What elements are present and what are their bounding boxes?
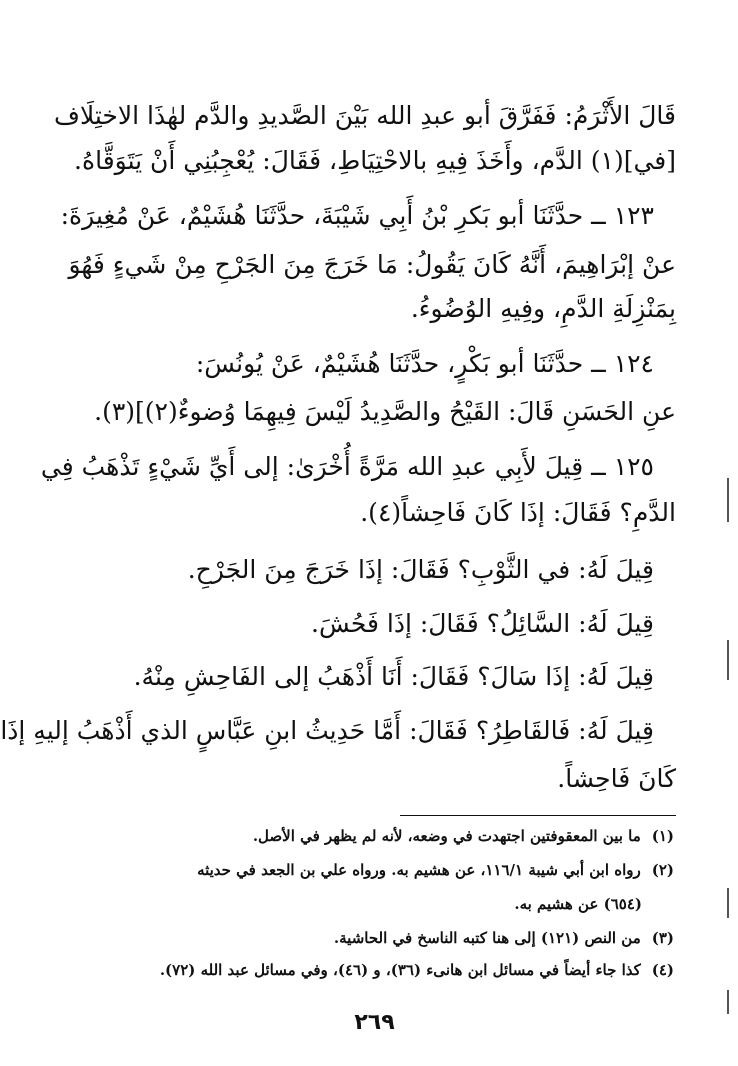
- body-line-2: [في](١) الدَّم، وأَخَذَ فِيهِ بالاحْتِيَاطِ، فَقَالَ: يُعْجِبُنِي أَنْ يَتَوَقَّاهُ.: [74, 146, 676, 175]
- footnote-text: رواه ابن أبي شيبة ١١٦/١، عن هشيم به. ورواه علي بن الجعد في حديثه: [197, 861, 641, 879]
- body-line-14: كَانَ فَاحِشاً.: [557, 764, 676, 793]
- footnote-3: [73, 926, 674, 950]
- footnote-2: [73, 858, 674, 882]
- body-line-4: عنْ إبْرَاهِيمَ، أَنَّهُ كَانَ يَقُولُ: مَا خَرَجَ مِنَ الجَرْحِ مِنْ شَيءٍ فَهُوَ: [68, 250, 676, 279]
- page-number: ٢٦٩: [354, 1010, 395, 1035]
- scan-edge-mark: [727, 888, 729, 918]
- body-line-1: قَالَ الأَثْرَمُ: فَفَرَّقَ أبو عبدِ الله بَيْنَ الصَّديدِ والدَّم لهٰذَا الاختِلَاف: [54, 101, 676, 130]
- footnote-number: (٣): [651, 929, 674, 947]
- footnote-4: [73, 958, 674, 982]
- scan-edge-mark: [727, 640, 729, 680]
- body-line-5: بِمَنْزِلَةِ الدَّمِ، وفِيهِ الوُضُوءُ.: [410, 294, 676, 323]
- scan-edge-mark: [727, 478, 729, 522]
- narration-123-heading: ١٢٣ ــ حدَّثَنَا أبو بَكرِ بْنُ أَبِي شَيْبَةَ، حدَّثَنَا هُشَيْمٌ، عَنْ مُغِيرَةَ:: [60, 201, 654, 230]
- question-line-1: قِيلَ لَهُ: في الثَّوْبِ؟ فَقَالَ: إذَا خَرَجَ مِنَ الجَرْحِ.: [187, 555, 654, 584]
- footnote-1: [73, 824, 674, 848]
- body-line-9: الدَّمِ؟ فَقَالَ: إذَا كَانَ فَاحِشاً(٤).: [360, 498, 676, 527]
- body-line-7: عنِ الحَسَنِ قَالَ: القَيْحُ والصَّدِيدُ لَيْسَ فِيهِمَا وُضوءٌ(٢)](٣).: [94, 397, 676, 426]
- footnote-text: كذا جاء أيضاً في مسائل ابن هانىء (٣٦)، و (٤٦)، وفي مسائل عبد الله (٧٢).: [159, 961, 641, 979]
- footnote-number: (٤): [651, 961, 674, 979]
- footnote-2-continued: [73, 892, 642, 916]
- footnote-text: ما بين المعقوفتين اجتهدت في وضعه، لأنه لم يظهر في الأصل.: [252, 827, 641, 845]
- question-line-3: قِيلَ لَهُ: إذَا سَالَ؟ فَقَالَ: أَنَا أَذْهَبُ إلى الفَاحِشِ مِنْهُ.: [133, 662, 654, 691]
- footnote-number: (١): [651, 827, 674, 845]
- footnote-separator: [400, 815, 676, 816]
- footnote-number: (٢): [651, 861, 674, 879]
- question-line-4: قِيلَ لَهُ: فَالقَاطِرُ؟ فَقَالَ: أَمَّا حَدِيثُ ابنِ عَبَّاسٍ الذي أَذْهَبُ إليهِ إذَا: [0, 716, 654, 745]
- narration-124-heading: ١٢٤ ــ حدَّثَنَا أبو بَكْرٍ، حدَّثَنَا هُشَيْمٌ، عَنْ يُونُسَ:: [195, 349, 654, 378]
- footnote-text: (٦٥٤) عن هشيم به.: [514, 895, 642, 913]
- footnote-text: من النص (١٢١) إلى هنا كتبه الناسخ في الحاشية.: [333, 929, 641, 947]
- narration-125-heading: ١٢٥ ــ قِيلَ لأَبِي عبدِ الله مَرَّةً أُخْرَىٰ: إلى أَيِّ شَيْءٍ تَذْهَبُ فِي: [40, 452, 654, 481]
- scan-edge-mark: [727, 990, 729, 1014]
- question-line-2: قِيلَ لَهُ: السَّائِلُ؟ فَقَالَ: إذَا فَحُشَ.: [311, 609, 654, 638]
